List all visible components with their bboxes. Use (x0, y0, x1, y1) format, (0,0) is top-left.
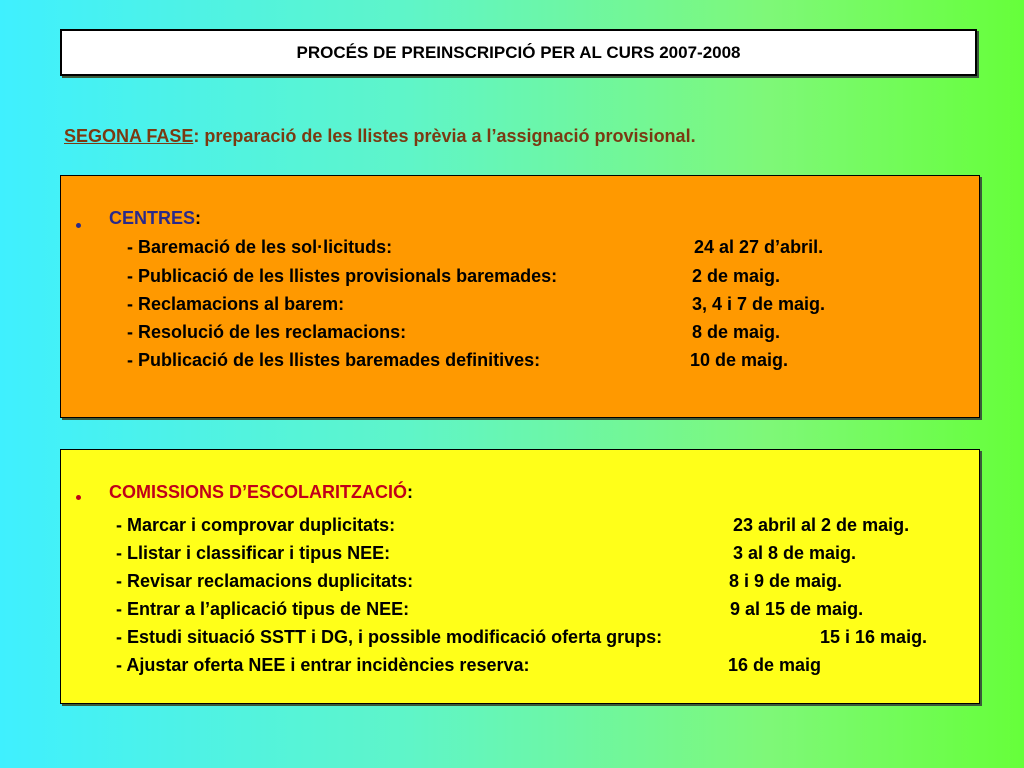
bullet-icon (76, 495, 81, 500)
phase-name: SEGONA FASE (64, 126, 194, 146)
slide-title (60, 29, 977, 76)
centres-item-date: 10 de maig. (690, 350, 789, 370)
comissions-heading-text: COMISSIONS D’ESCOLARITZACIÓ (109, 482, 408, 502)
centres-item-label: - Publicació de les llistes provisionals baremades: (127, 266, 558, 286)
centres-item-date: 2 de maig. (692, 266, 781, 286)
comissions-item-date: 3 al 8 de maig. (733, 543, 857, 563)
comissions-item-date: 23 abril al 2 de maig. (733, 515, 910, 535)
comissions-item-label: - Marcar i comprovar duplicitats: (116, 515, 396, 535)
centres-heading (109, 208, 201, 229)
centres-item-label: - Resolució de les reclamacions: (127, 322, 407, 342)
centres-item-date: 3, 4 i 7 de maig. (692, 294, 826, 314)
centres-item-label: - Publicació de les llistes baremades definitives: (127, 350, 541, 370)
bullet-icon (76, 223, 81, 228)
comissions-box (60, 449, 980, 704)
centres-item-date: 24 al 27 d’abril. (694, 237, 824, 257)
centres-box (60, 175, 980, 418)
comissions-item-date: 9 al 15 de maig. (730, 599, 864, 619)
comissions-item-label: - Ajustar oferta NEE i entrar incidències reserva: (116, 655, 530, 675)
slide-title-text: PROCÉS DE PREINSCRIPCIÓ PER AL CURS 2007-2008 (296, 42, 741, 62)
comissions-heading-colon: : (407, 482, 414, 502)
centres-item-date: 8 de maig. (692, 322, 781, 342)
phase-description: : preparació de les llistes prèvia a l’assignació provisional. (193, 126, 696, 146)
comissions-item-date: 8 i 9 de maig. (729, 571, 843, 591)
comissions-item-label: - Llistar i classificar i tipus NEE: (116, 543, 391, 563)
comissions-item-label: - Entrar a l’aplicació tipus de NEE: (116, 599, 410, 619)
phase-subtitle (64, 126, 696, 147)
centres-heading-colon: : (195, 208, 202, 228)
comissions-item-label: - Revisar reclamacions duplicitats: (116, 571, 414, 591)
centres-heading-text: CENTRES (109, 208, 196, 228)
comissions-item-date: 15 i 16 maig. (820, 627, 928, 647)
centres-item-label: - Baremació de les sol·licituds: (127, 237, 393, 257)
comissions-heading (109, 482, 413, 503)
comissions-item-label: - Estudi situació SSTT i DG, i possible modificació oferta grups: (116, 627, 663, 647)
comissions-item-date: 16 de maig (728, 655, 822, 675)
centres-item-label: - Reclamacions al barem: (127, 294, 345, 314)
